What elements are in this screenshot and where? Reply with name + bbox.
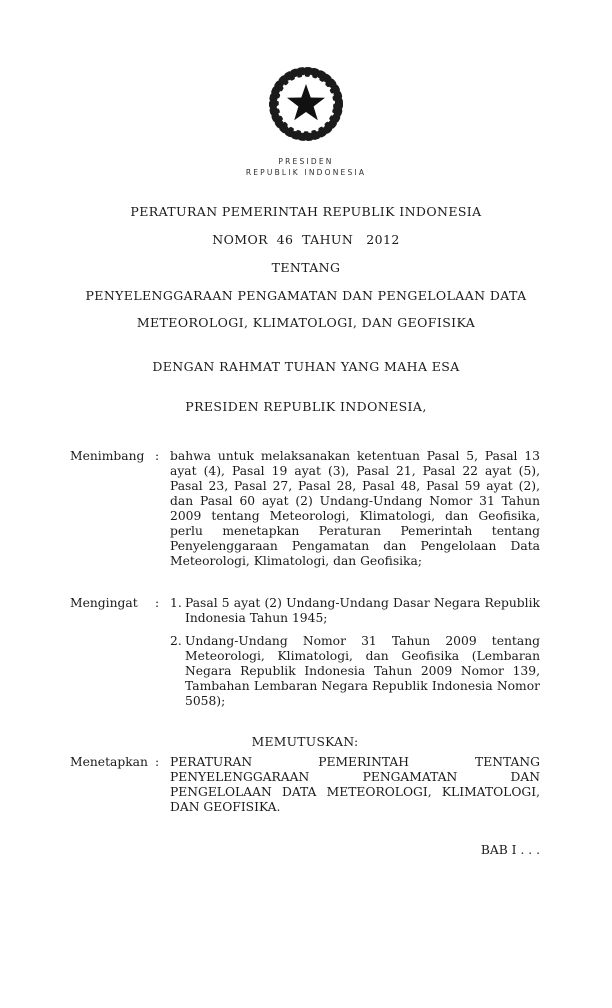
menimbang-clause — [70, 449, 540, 569]
mengingat-items — [170, 596, 540, 709]
president-line: PRESIDEN REPUBLIK INDONESIA, — [185, 399, 427, 414]
subject-line1: PENYELENGGARAAN PENGAMATAN DAN PENGELOLAAN DATA — [85, 288, 527, 303]
mengingat-item-2 — [170, 634, 540, 709]
invocation-line: DENGAN RAHMAT TUHAN YANG MAHA ESA — [152, 359, 460, 374]
mengingat-item-1 — [170, 596, 540, 626]
mengingat-item-2-number: 2. — [170, 634, 182, 648]
subject-line2: METEOROLOGI, KLIMATOLOGI, DAN GEOFISIKA — [136, 315, 476, 330]
menetapkan-colon: : — [155, 755, 160, 769]
mengingat-label: Mengingat — [70, 596, 138, 610]
menimbang-colon: : — [155, 449, 160, 463]
regulation-number: NOMOR 46 TAHUN 2012 — [212, 232, 400, 247]
mengingat-item-2-text: Undang-Undang Nomor 31 Tahun 2009 tentang Meteorologi, Klimatologi, dan Geofisika (Lembaran Negara Republik Indonesia Tahun 2009 Nomor 139, Tambahan Lembaran Negara Republik Indonesia Nomor 5058); — [185, 634, 540, 708]
mengingat-colon: : — [155, 596, 160, 610]
mengingat-item-1-number: 1. — [170, 596, 182, 610]
seal-block — [0, 0, 612, 178]
menimbang-label: Menimbang — [70, 449, 145, 463]
menetapkan-text: PERATURAN PEMERINTAH TENTANG PENYELENGGARAAN PENGAMATAN DAN PENGELOLAAN DATA METEOROLOGI, KLIMATOLOGI, DAN GEOFISIKA. — [170, 755, 540, 814]
tentang-label: TENTANG — [271, 260, 341, 275]
seal-caption-line1: PRESIDEN — [278, 157, 334, 166]
mengingat-clause — [70, 596, 540, 709]
continuation-marker: BAB I . . . — [480, 843, 540, 857]
regulation-title: PERATURAN PEMERINTAH REPUBLIK INDONESIA — [130, 204, 482, 219]
menetapkan-clause — [70, 755, 540, 815]
seal-caption-line2: REPUBLIK INDONESIA — [245, 168, 367, 177]
menimbang-text: bahwa untuk melaksanakan ketentuan Pasal 5, Pasal 13 ayat (4), Pasal 19 ayat (3), Pasal 21, Pasal 22 ayat (5), Pasal 23, Pasal 27, Pasal 28, Pasal 48, Pasal 59 ayat (2), dan Pasal 60 ayat (2) Undang-Undang Nomor 31 Tahun 2009 tentang Meteorologi, Klimatologi, dan Geofisika, perlu menetapkan Peraturan Pemerintah tentang Penyelenggaraan Pengamatan dan Pengelolaan Data Meteorologi, Klimatologi, dan Geofisika; — [170, 449, 540, 568]
mengingat-item-1-text: Pasal 5 ayat (2) Undang-Undang Dasar Negara Republik Indonesia Tahun 1945; — [185, 596, 540, 625]
document-body — [0, 449, 612, 858]
presidential-seal-icon — [266, 58, 346, 150]
title-block — [0, 204, 612, 415]
memutuskan-heading: MEMUTUSKAN: — [251, 735, 359, 749]
menetapkan-label: Menetapkan — [70, 755, 148, 769]
seal-caption — [0, 156, 612, 178]
star-icon — [287, 84, 325, 120]
